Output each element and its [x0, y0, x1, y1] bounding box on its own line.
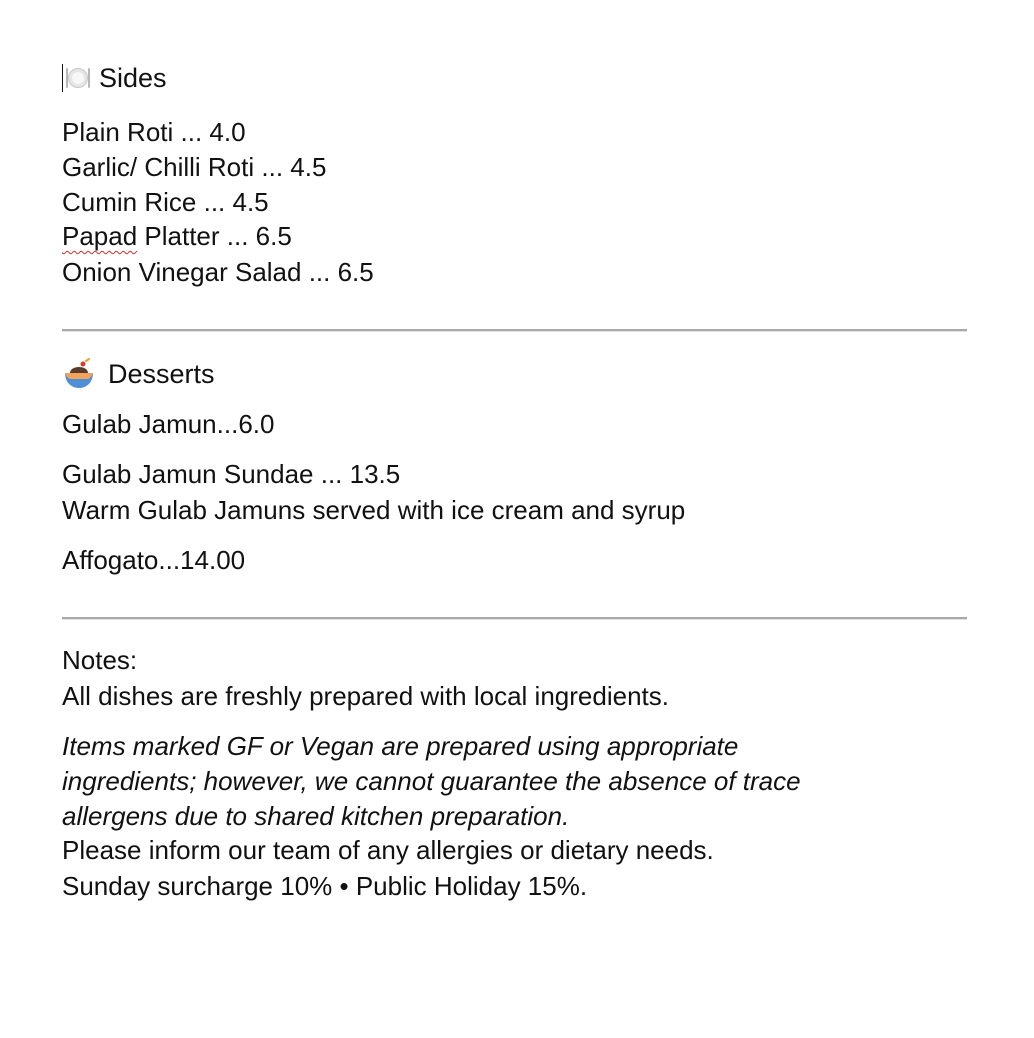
surcharge-note: Sunday surcharge 10% • Public Holiday 15%. [62, 871, 588, 901]
allergen-disclaimer-line: ingredients; however, we cannot guarantee the absence of trace [62, 766, 801, 796]
notes-heading: Notes: [62, 645, 138, 675]
list-item: Cumin Rice ... 4.5 [62, 187, 269, 217]
list-item: Gulab Jamun Sundae ... 13.5 [62, 459, 401, 489]
sides-heading-label: Sides [99, 63, 167, 93]
list-item [62, 220, 292, 252]
section-divider [62, 617, 967, 620]
note-line: Please inform our team of any allergies or dietary needs. [62, 835, 714, 865]
text-cursor [62, 64, 63, 92]
note-line: All dishes are freshly prepared with local ingredients. [62, 681, 669, 711]
dessert-bowl-icon [62, 358, 96, 390]
list-item: Affogato...14.00 [62, 545, 246, 575]
plate-with-cutlery-icon [65, 65, 91, 91]
spellcheck-flagged-word[interactable]: Papad [62, 221, 138, 251]
allergen-disclaimer-line: allergens due to shared kitchen preparation. [62, 801, 570, 831]
list-item: Plain Roti ... 4.0 [62, 117, 246, 147]
sides-heading [62, 62, 167, 94]
desserts-heading-label: Desserts [108, 359, 215, 389]
desserts-heading [62, 358, 215, 390]
list-item-text: Platter ... 6.5 [137, 221, 292, 251]
list-item: Gulab Jamun...6.0 [62, 409, 275, 439]
section-divider [62, 329, 967, 332]
item-description: Warm Gulab Jamuns served with ice cream and syrup [62, 495, 686, 525]
list-item: Onion Vinegar Salad ... 6.5 [62, 257, 374, 287]
allergen-disclaimer-line: Items marked GF or Vegan are prepared using appropriate [62, 731, 739, 761]
list-item: Garlic/ Chilli Roti ... 4.5 [62, 152, 327, 182]
